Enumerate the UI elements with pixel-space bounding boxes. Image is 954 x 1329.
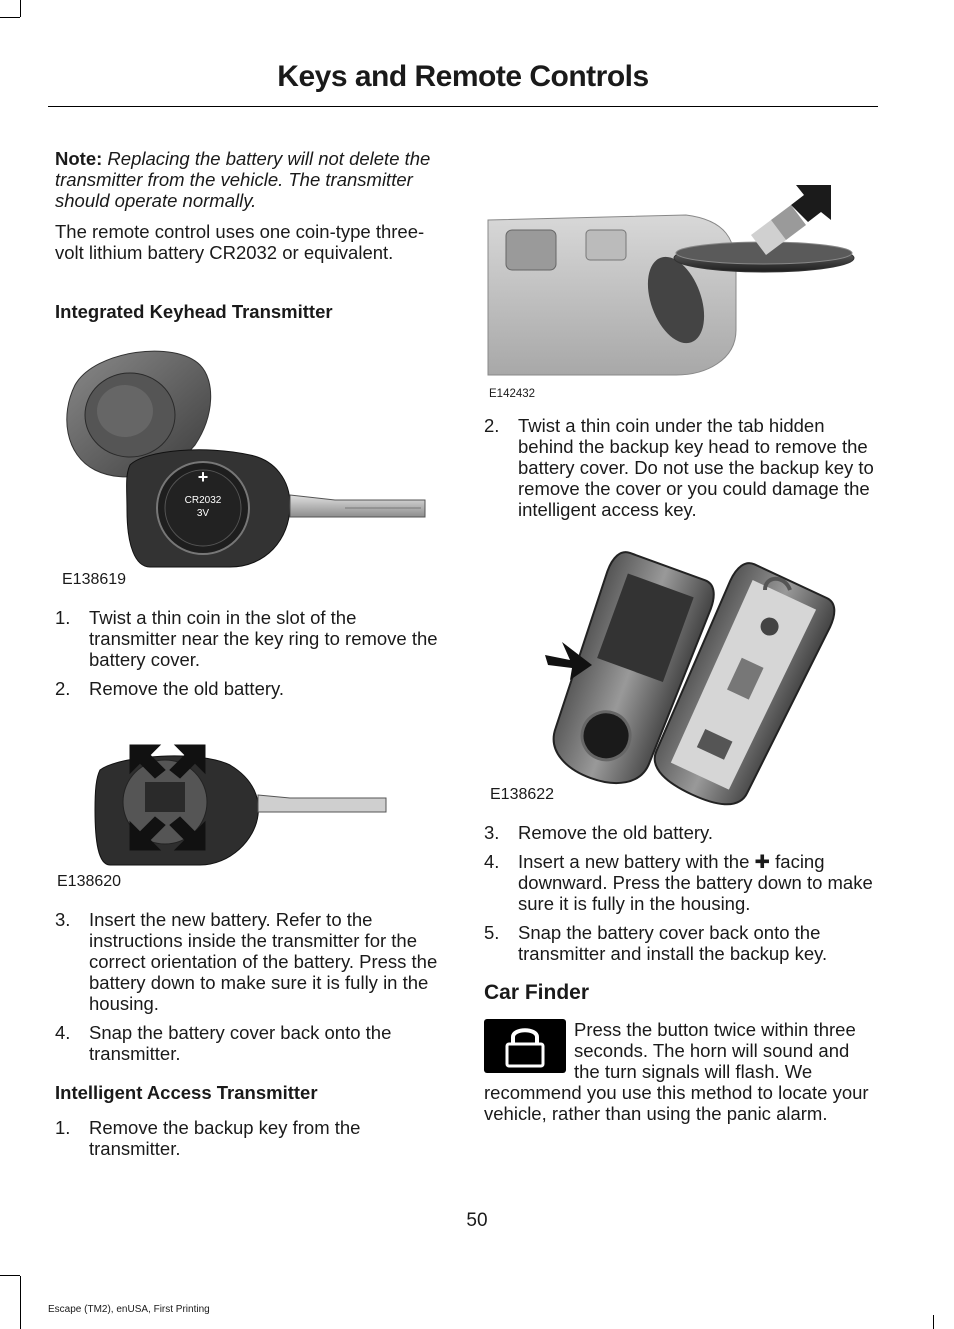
crop-mark	[0, 17, 20, 18]
list-item: 3. Remove the old battery.	[484, 822, 714, 843]
steps-list-c	[55, 1117, 447, 1159]
crop-mark	[933, 1315, 934, 1329]
battery-label: CR2032	[184, 495, 222, 506]
steps-list-a	[55, 607, 447, 699]
heading-keyhead: Integrated Keyhead Transmitter	[55, 301, 333, 322]
crop-mark	[20, 0, 21, 17]
figure-id-e142432: E142432	[489, 388, 536, 400]
figure-battery-cover	[486, 180, 866, 380]
figure-id-e138619: E138619	[62, 571, 127, 588]
steps-list-b	[55, 909, 447, 1064]
note-label: Note:	[55, 148, 103, 169]
intro-text: The remote control uses one coin-type three-volt lithium battery CR2032 or equivalent.	[55, 221, 425, 263]
footer-text: Escape (TM2), enUSA, First Printing	[48, 1304, 210, 1315]
list-item: 1. Remove the backup key from the transmitter.	[55, 1117, 361, 1159]
list-item: 4. Insert a new battery with the ✚ facing downward. Press the battery down to make sure it is fully in the housing.	[484, 851, 873, 914]
crop-mark	[20, 1276, 21, 1329]
figure-battery-removal	[90, 740, 390, 870]
list-item: 3. Insert the new battery. Refer to the instructions inside the transmitter for the correct orientation of the battery. Press the battery down to make sure it is fully in the housing.	[55, 909, 438, 1014]
battery-voltage: 3V	[196, 508, 210, 519]
page-title: Keys and Remote Controls	[277, 60, 649, 93]
note-text: Replacing the battery will not delete the transmitter from the vehicle. The transmitter should operate normally.	[55, 148, 431, 211]
heading-car-finder: Car Finder	[484, 981, 590, 1004]
crop-mark	[0, 1275, 20, 1276]
list-item: 2. Twist a thin coin under the tab hidden behind the backup key head to remove the battery cover. Do not use the backup key to remove the cover or you could damage the intelligent access key.	[484, 415, 874, 520]
title-rule	[48, 106, 878, 107]
lock-icon	[484, 1019, 566, 1073]
figure-id-e138620: E138620	[57, 873, 122, 890]
heading-intelligent-access: Intelligent Access Transmitter	[55, 1082, 318, 1103]
list-item: 2. Remove the old battery.	[55, 678, 285, 699]
intro-paragraph	[55, 221, 435, 263]
steps-list-right-b	[484, 822, 876, 964]
figure-keyhead-transmitter	[55, 345, 435, 575]
car-finder-text: Press the button twice within three seconds. The horn will sound and the turn signals will flash. We recommend you use this method to locate your vehicle, rather than using the panic alarm.	[484, 1019, 869, 1124]
note-paragraph	[55, 148, 447, 211]
figure-id-e138622: E138622	[490, 786, 555, 803]
battery-plus: +	[197, 467, 209, 487]
car-finder-section	[484, 1019, 876, 1124]
page-number: 50	[466, 1210, 488, 1231]
steps-list-right-a	[484, 415, 876, 520]
list-item: 1. Twist a thin coin in the slot of the transmitter near the key ring to remove the battery cover.	[55, 607, 438, 670]
list-item: 5. Snap the battery cover back onto the transmitter and install the backup key.	[484, 922, 828, 964]
list-item: 4. Snap the battery cover back onto the transmitter.	[55, 1022, 392, 1064]
figure-intelligent-access-key	[540, 550, 810, 805]
